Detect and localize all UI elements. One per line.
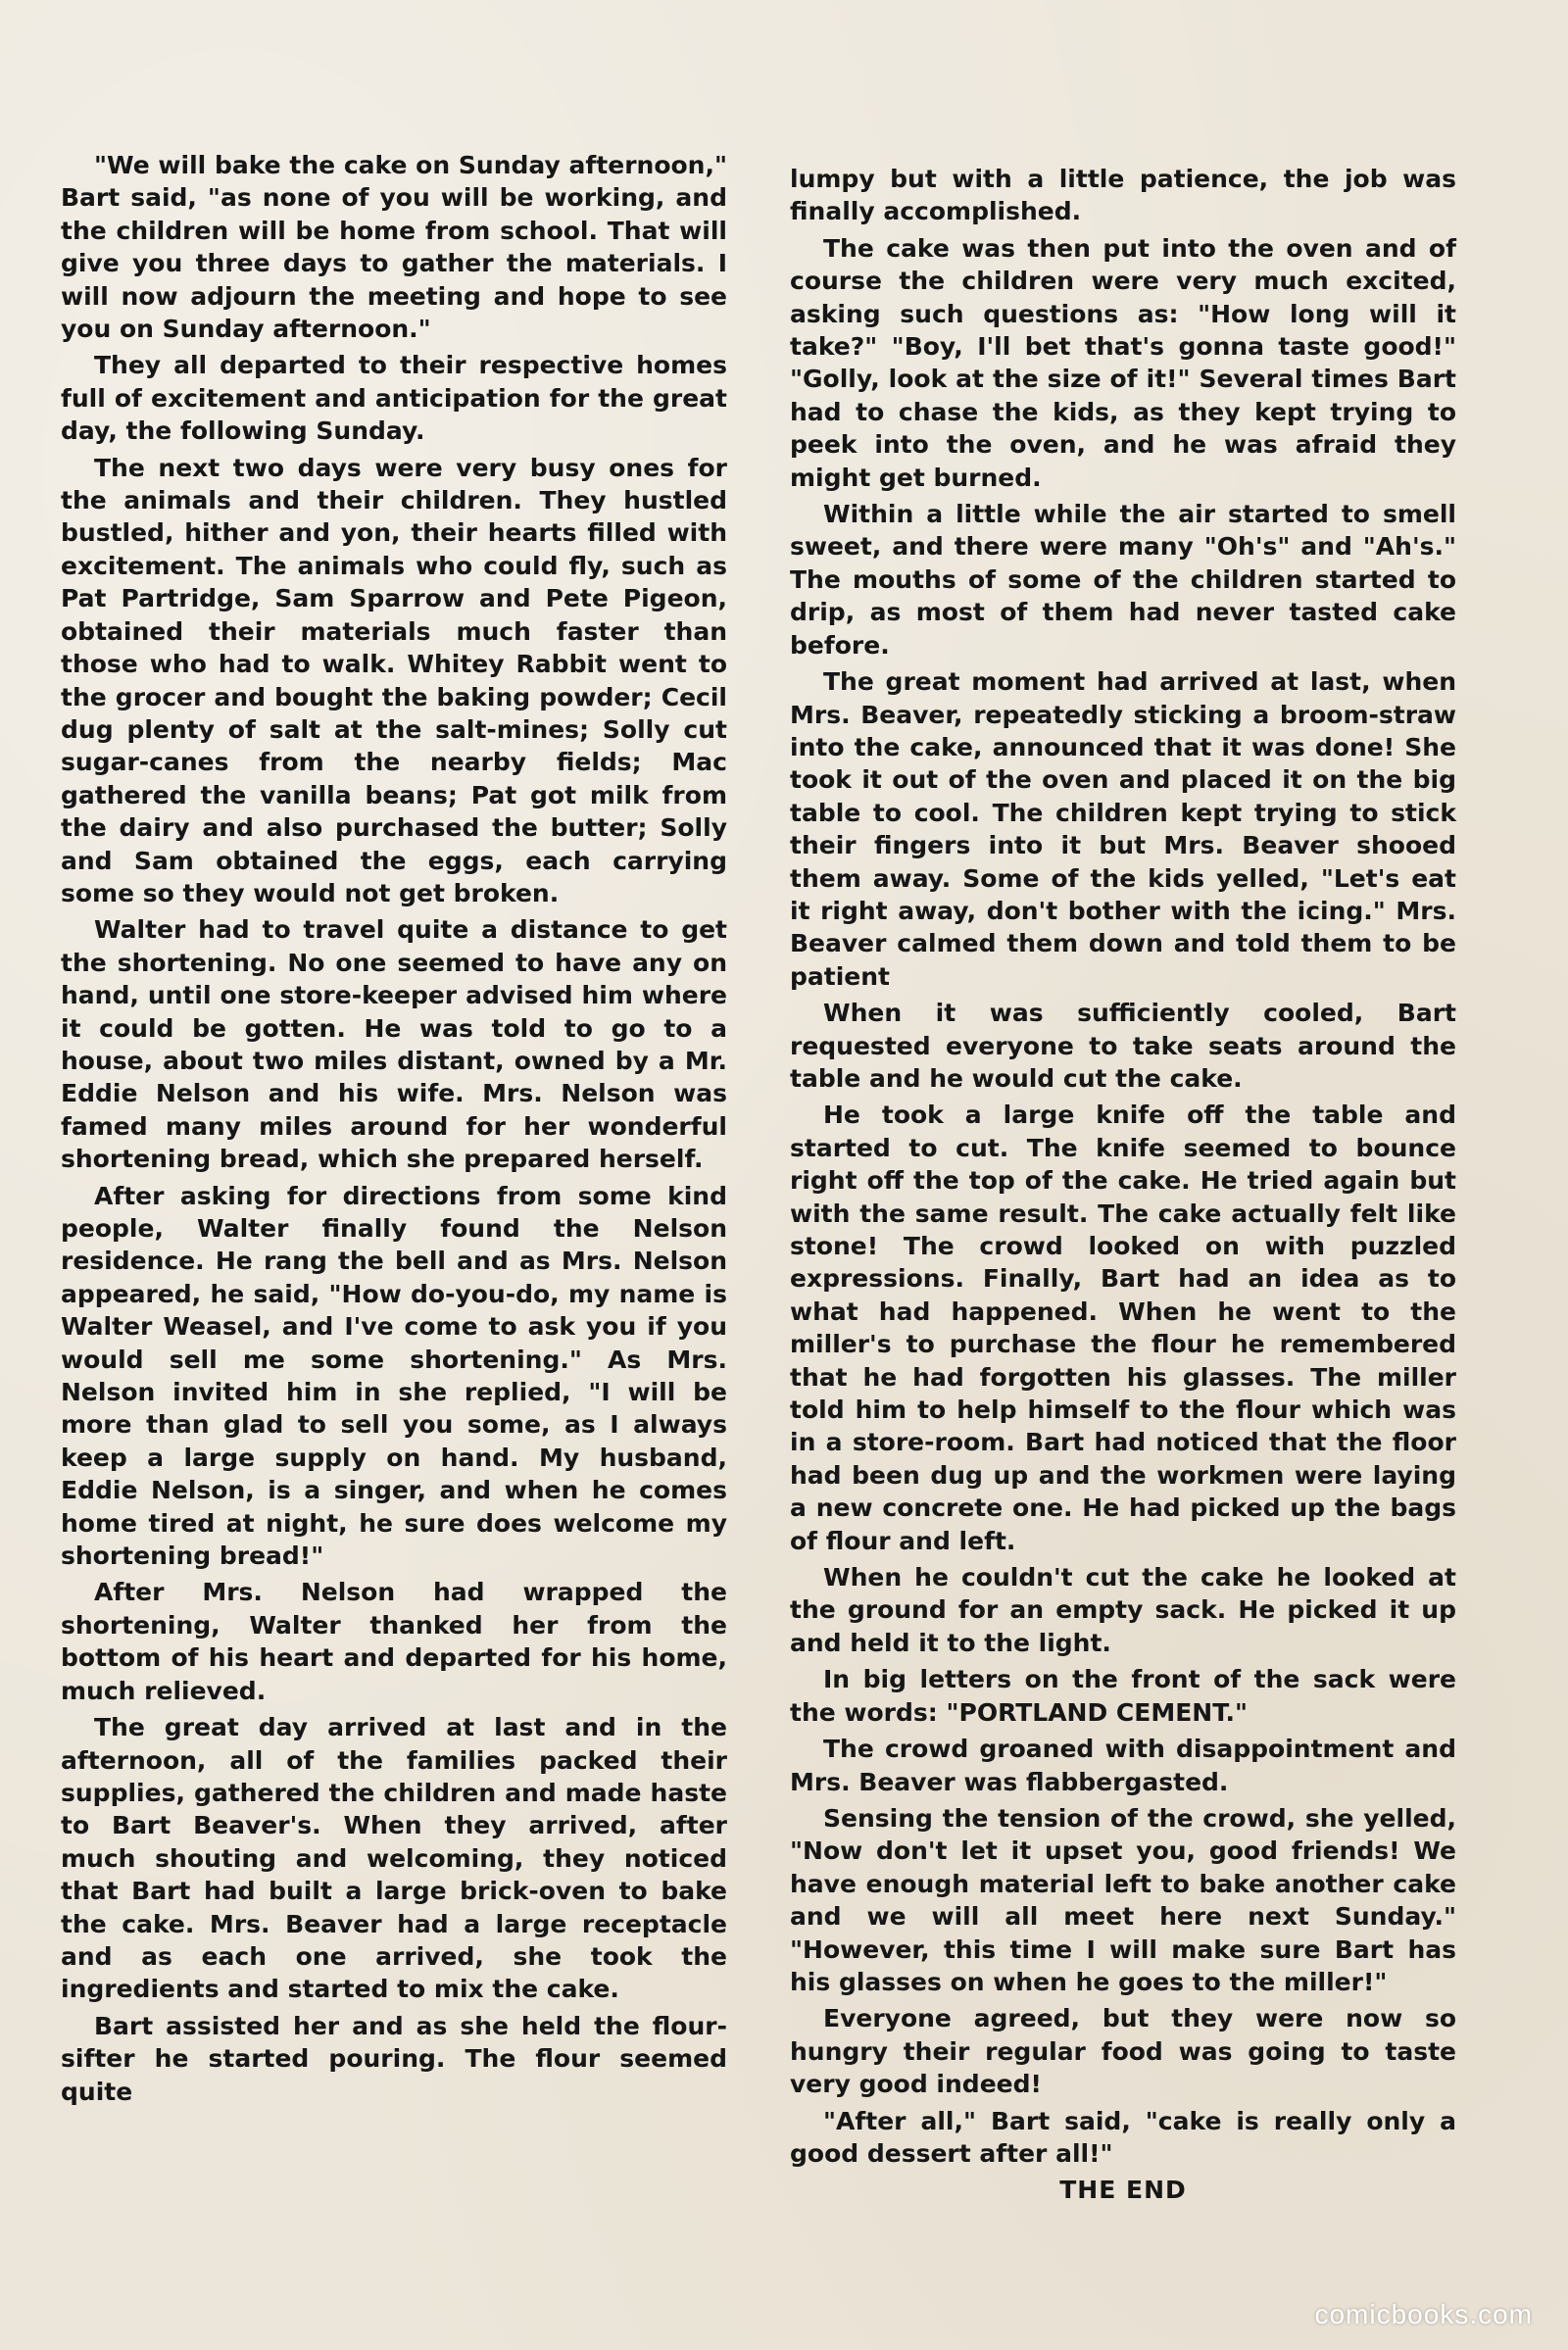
paragraph: In big letters on the front of the sack were the words: "PORTLAND CEMENT." [790, 1665, 1456, 1727]
paragraph: The next two days were very busy ones for the animals and their children. They hustled bustled, hither and yon, their hearts filled with excitement. The animals who could fly, such as Pat Partridge, Sam Sparrow and Pete Pigeon, obtained their materials much faster than those who had to walk. Whitey Rabbit went to the grocer and bought the baking powder; Cecil dug plenty of salt at the salt-mines; Solly cut sugar-canes from the nearby fields; Mac gathered the vanilla beans; Pat got milk from the dairy and also purchased the butter; Solly and Sam obtained the eggs, each carrying some so they would not get broken. [61, 453, 727, 907]
paragraph: After Mrs. Nelson had wrapped the shortening, Walter thanked her from the bottom of his heart and departed for his home, much relieved. [61, 1578, 727, 1705]
paragraph: "We will bake the cake on Sunday afternoon," Bart said, "as none of you will be working, and the children will be home from school. That will give you three days to gather the materials. I will now adjourn the meeting and hope to see you on Sunday afternoon." [61, 151, 727, 344]
right-text-column [790, 163, 1456, 2211]
left-text-column [61, 149, 727, 2112]
the-end-label: THE END [1059, 2176, 1187, 2205]
paragraph: Within a little while the air started to smell sweet, and there were many "Oh's" and "Ah's." The mouths of some of the children started to drip, as most of them had never tasted cake before. [790, 500, 1456, 660]
paragraph: Sensing the tension of the crowd, she yelled, "Now don't let it upset you, good friends! We have enough material left to bake another cake and we will all meet here next Sunday." "However, this time I will make sure Bart has his glasses on when he goes to the miller!" [790, 1803, 1456, 1996]
paragraph: Bart assisted her and as she held the flour-sifter he started pouring. The flour seemed quite [61, 2011, 727, 2106]
paragraph: The crowd groaned with disappointment and Mrs. Beaver was flabbergasted. [790, 1735, 1456, 1796]
paragraph: lumpy but with a little patience, the job was finally accomplished. [790, 165, 1456, 226]
paragraph: "After all," Bart said, "cake is really only a good dessert after all!" [790, 2106, 1456, 2168]
paragraph: He took a large knife off the table and started to cut. The knife seemed to bounce right off the top of the cake. He tried again but with the same result. The cake actually felt like stone! The crowd looked on with puzzled expressions. Finally, Bart had an idea as to what had happened. When he went to the miller's to purchase the flour he remembered that he had forgotten his glasses. The miller told him to help himself to the flour which was in a store-room. Bart had noticed that the floor had been dug up and the workmen were laying a new concrete one. He had picked up the bags of flour and left. [790, 1101, 1456, 1555]
paragraph: After asking for directions from some kind people, Walter finally found the Nelson residence. He rang the bell and as Mrs. Nelson appeared, he said, "How do-you-do, my name is Walter Weasel, and I've come to ask you if you would sell me some shortening." As Mrs. Nelson invited him in she replied, "I will be more than glad to sell you some, as I always keep a large supply on hand. My husband, Eddie Nelson, is a singer, and when he comes home tired at night, he sure does welcome my shortening bread!" [61, 1181, 727, 1571]
paragraph: Everyone agreed, but they were now so hungry their regular food was going to taste very good indeed! [790, 2004, 1456, 2099]
paragraph: They all departed to their respective homes full of excitement and anticipation for the great day, the following Sunday. [61, 351, 727, 446]
paragraph: When he couldn't cut the cake he looked at the ground for an empty sack. He picked it up and held it to the light. [790, 1563, 1456, 1657]
watermark: comicbooks.com [1314, 2299, 1533, 2329]
paragraph: The cake was then put into the oven and of course the children were very much excited, asking such questions as: "How long will it take?" "Boy, I'll bet that's gonna taste good!" "Golly, look at the size of it!" Several times Bart had to chase the kids, as they kept trying to peek into the oven, and he was afraid they might get burned. [790, 233, 1456, 492]
paragraph: Walter had to travel quite a distance to get the shortening. No one seemed to have any on hand, until one store-keeper advised him where it could be gotten. He was told to go to a house, about two miles distant, owned by a Mr. Eddie Nelson and his wife. Mrs. Nelson was famed many miles around for her wonderful shortening bread, which she prepared herself. [61, 915, 727, 1174]
paragraph: The great day arrived at last and in the afternoon, all of the families packed their supplies, gathered the children and made haste to Bart Beaver's. When they arrived, after much shouting and welcoming, they noticed that Bart had built a large brick-oven to bake the cake. Mrs. Beaver had a large receptacle and as each one arrived, she took the ingredients and started to mix the cake. [61, 1713, 727, 2004]
paragraph: The great moment had arrived at last, when Mrs. Beaver, repeatedly sticking a broom-straw into the cake, announced that it was done! She took it out of the oven and placed it on the big table to cool. The children kept trying to stick their fingers into it but Mrs. Beaver shooed them away. Some of the kids yelled, "Let's eat it right away, don't bother with the icing." Mrs. Beaver calmed them down and told them to be patient [790, 667, 1456, 991]
paragraph: When it was sufficiently cooled, Bart requested everyone to take seats around the table and he would cut the cake. [790, 999, 1456, 1093]
